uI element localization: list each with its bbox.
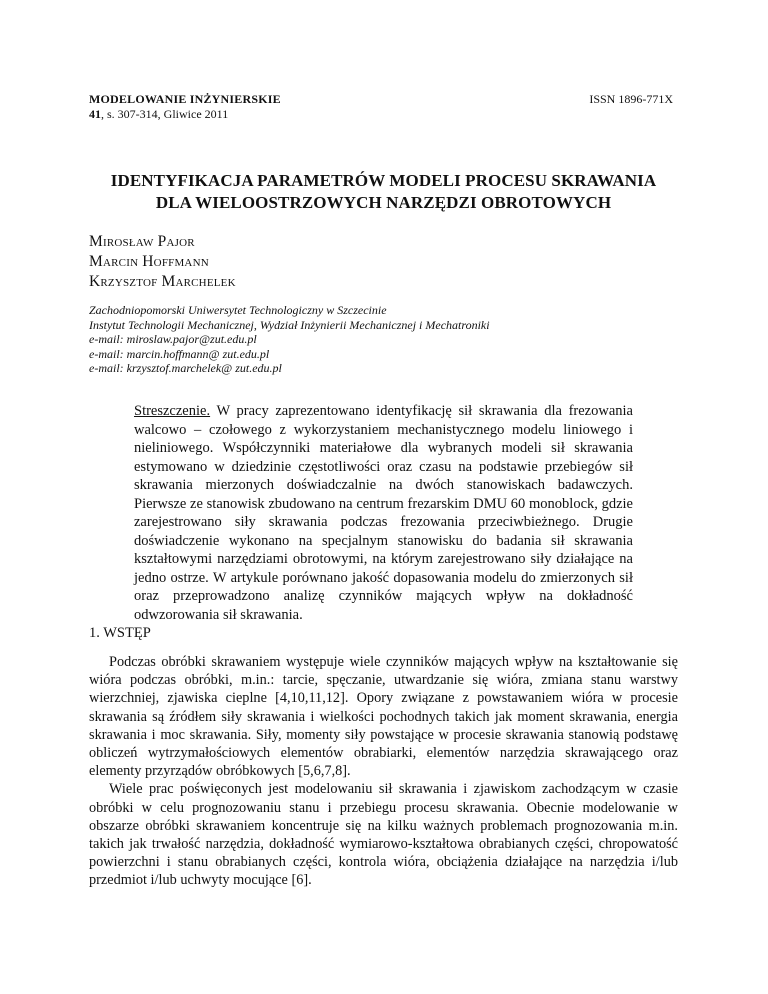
paragraph-1: Podczas obróbki skrawaniem występuje wiele czynników mających wpływ na kształtowanie się wióra podczas obróbki, m.in.: tarcie, spęczanie, utwardzanie się wióra, zmiana stanu warstwy wierzchniej, zjawiska cieplne [4,10,11,12]. Opory związane z powstawaniem wióra w procesie skrawania są źródłem siły skrawania i wielkości pochodnych takich jak moment skrawania, energia skrawania i moc skrawania. Siły, momenty siły powstające w procesie skrawania stanowią podstawę obliczeń wytrzymałościowych elementów obrabiarki, elementów narzędzia skrawającego oraz elementy przyrządów obróbkowych [5,6,7,8].: [89, 654, 678, 780]
email-3: e-mail: krzysztof.marchelek@ zut.edu.pl: [89, 361, 282, 375]
email-1: e-mail: miroslaw.pajor@zut.edu.pl: [89, 332, 257, 346]
abstract: [134, 402, 633, 624]
paper-title: [89, 170, 678, 214]
author-2: Marcin Hoffmann: [89, 253, 209, 270]
paper-title-line-2: DLA WIELOOSTRZOWYCH NARZĘDZI OBROTOWYCH: [155, 193, 612, 212]
section-body: [89, 653, 678, 890]
abstract-text: W pracy zaprezentowano identyfikację sił skrawania dla frezowania walcowo – czołowego z wykorzystaniem mechanistycznego modelu liniowego i nieliniowego. Współczynniki materiałowe dla wybranych modeli sił skrawania estymowano w dziedzinie częstotliwości oraz czasu na podstawie przebiegów sił skrawania mierzonych doświadczalnie na dwóch stanowiskach badawczych. Pierwsze ze stanowisk zbudowano na centrum frezarskim DMU 60 monoblock, gdzie zarejestrowano siły skrawania podczas frezowania przeciwbieżnego. Drugie doświadczenie wykonano na specjalnym stanowisku do badania sił skrawania kształtowymi narzędziami obrotowymi, na którym zarejestrowano siły działające na jedno ostrze. W artykule porównano jakość dopasowania modelu do zmierzonych sił oraz przeprowadzono analizę czynników mających wpływ na dokładność odwzorowania sił skrawania.: [134, 403, 633, 623]
affiliation: [89, 303, 490, 376]
journal-volume: 41: [89, 107, 101, 121]
abstract-label: Streszczenie.: [134, 403, 211, 419]
issn: ISSN 1896-771X: [589, 92, 673, 106]
author-3: Krzysztof Marchelek: [89, 273, 236, 290]
section-heading: 1. WSTĘP: [89, 625, 151, 641]
paragraph-2: Wiele prac poświęconych jest modelowaniu sił skrawania i zjawiskom zachodzącym w czasie obróbki w celu prognozowaniu stanu i przebiegu procesu skrawania. Obecnie modelowanie w obszarze obróbki skrawaniem koncentruje się na kilku ważnych problemach prognozowania m.in. takich jak trwałość narzędzia, dokładność wymiarowo-kształtowa obrabianych części, chropowatość powierzchni i stanu obrabianych części, kontrola wióra, obciążenia działające na narzędzia i/lub przedmiot i/lub uchwyty mocujące [6].: [89, 781, 678, 889]
paper-title-line-1: IDENTYFIKACJA PARAMETRÓW MODELI PROCESU SKRAWANIA: [110, 171, 657, 190]
email-2: e-mail: marcin.hoffmann@ zut.edu.pl: [89, 346, 270, 361]
journal-info: [89, 92, 281, 122]
journal-name: MODELOWANIE INŻYNIERSKIE: [89, 92, 281, 106]
affiliation-institute: Instytut Technologii Mechanicznej, Wydział Inżynierii Mechanicznej i Mechatroniki: [89, 317, 490, 332]
journal-pages-place: , s. 307-314, Gliwice 2011: [101, 107, 229, 121]
affiliation-university: Zachodniopomorski Uniwersytet Technologiczny w Szczecinie: [89, 303, 387, 317]
author-1: Mirosław Pajor: [89, 233, 195, 250]
journal-volume-line: [89, 107, 281, 122]
author-list: [89, 232, 236, 292]
